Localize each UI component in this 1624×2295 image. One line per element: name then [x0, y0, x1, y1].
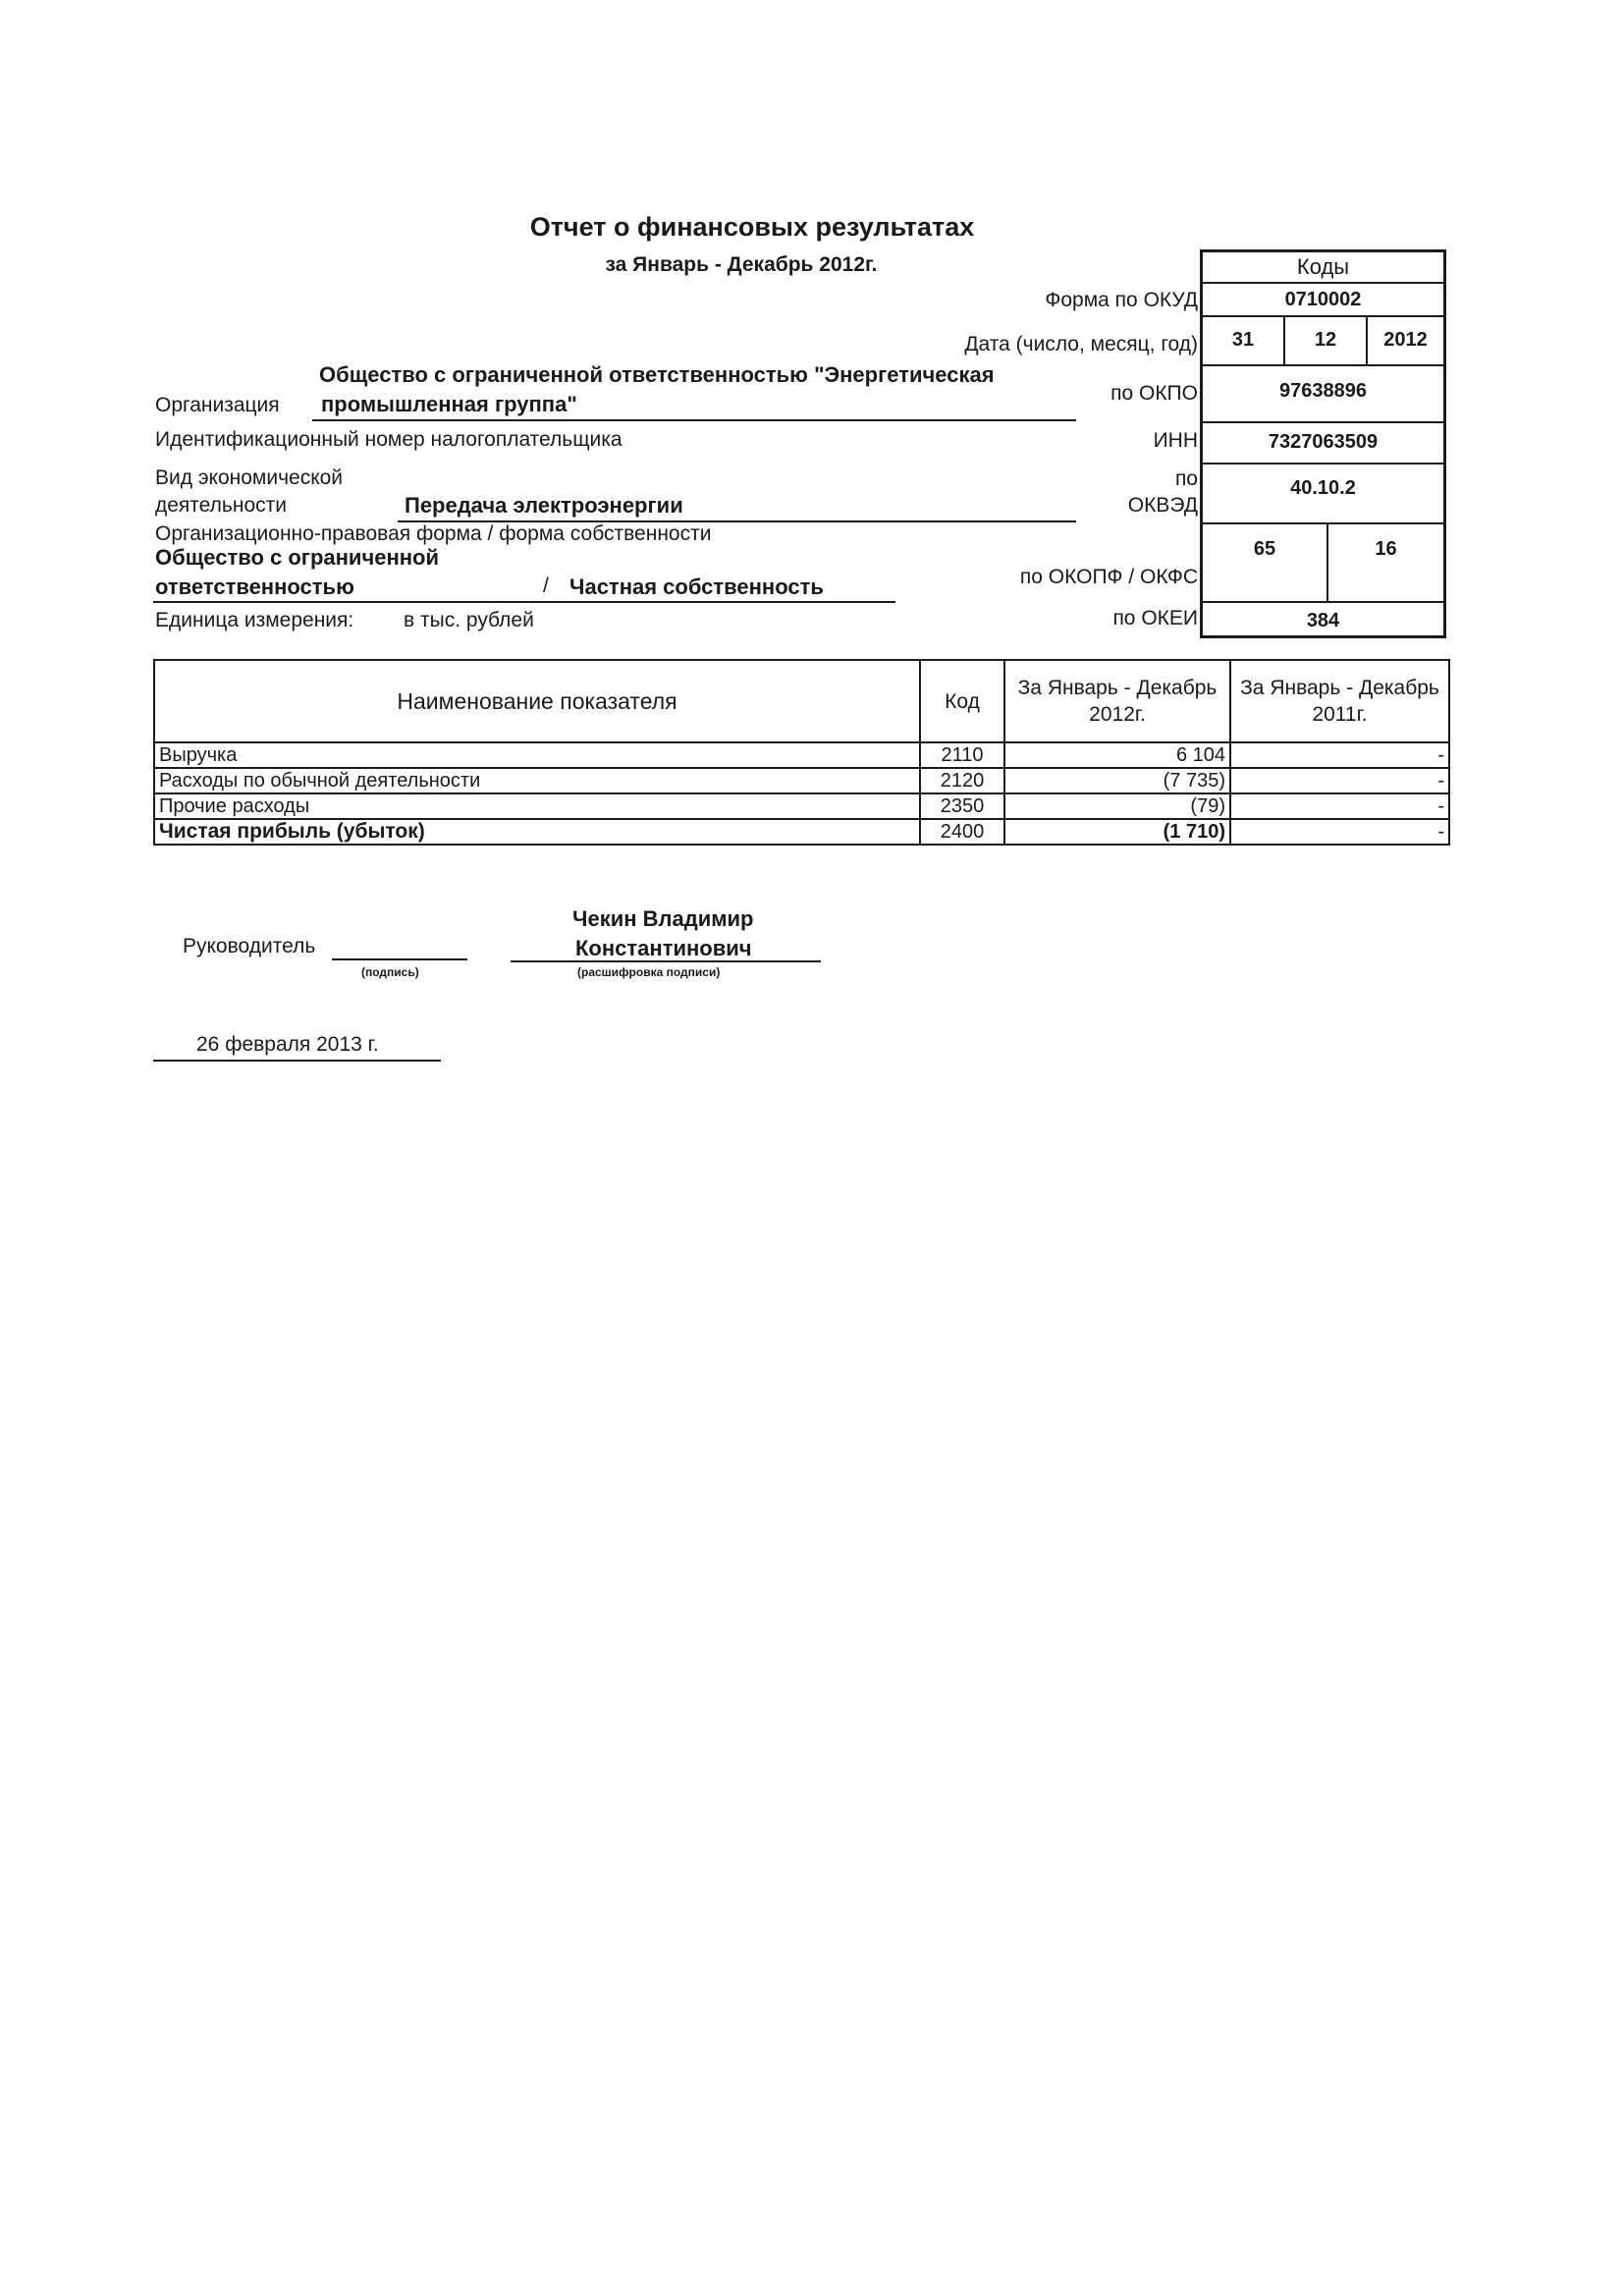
signer-name-caption: (расшифровка подписи) [577, 965, 721, 979]
activity-label-bottom: деятельности [155, 494, 287, 517]
date-label: Дата (число, месяц, год) [964, 333, 1198, 355]
row-current: (1 710) [1004, 819, 1230, 845]
ownership-type: Частная собственность [569, 574, 824, 599]
organization-underline [312, 419, 1076, 421]
report-date: 26 февраля 2013 г. [196, 1033, 379, 1056]
table-header-row [154, 660, 1449, 742]
row-code: 2120 [920, 768, 1004, 793]
row-name: Чистая прибыль (убыток) [154, 819, 920, 845]
unit-value: в тыс. рублей [404, 609, 534, 631]
header-previous-period [1230, 660, 1449, 742]
okopf-code: 65 [1253, 538, 1276, 560]
row-previous: - [1230, 793, 1449, 819]
row-name: Прочие расходы [154, 793, 920, 819]
signature-caption: (подпись) [361, 965, 419, 979]
ownership-form-line1: Общество с ограниченной [155, 545, 439, 570]
date-day: 31 [1231, 328, 1255, 351]
okfs-code: 16 [1375, 538, 1397, 560]
signer-name-underline [511, 960, 821, 962]
header-name: Наименование показателя [154, 660, 920, 742]
row-code: 2400 [920, 819, 1004, 845]
row-previous: - [1230, 742, 1449, 768]
row-name: Выручка [154, 742, 920, 768]
okved-label-bottom: ОКВЭД [1127, 494, 1198, 517]
activity-value: Передача электроэнергии [405, 493, 683, 518]
okpo-code: 97638896 [1279, 379, 1367, 402]
signer-name-line2: Константинович [575, 936, 752, 960]
ownership-underline [153, 601, 895, 603]
report-title: Отчет о финансовых результатах [529, 212, 975, 242]
report-period: за Январь - Декабрь 2012г. [605, 253, 878, 276]
header-previous-line2: 2011г. [1312, 703, 1368, 726]
signature-line [332, 958, 467, 960]
header-code: Код [920, 660, 1004, 742]
date-year: 2012 [1383, 328, 1428, 351]
table-row [154, 768, 1449, 793]
table-row [154, 793, 1449, 819]
header-current-line1: За Январь - Декабрь [1017, 677, 1218, 699]
taxpayer-label: Идентификационный номер налогоплательщика [155, 428, 623, 451]
row-previous: - [1230, 768, 1449, 793]
okud-code: 0710002 [1284, 288, 1362, 310]
okpo-label: по ОКПО [1110, 382, 1198, 405]
inn-code: 7327063509 [1268, 430, 1379, 453]
report-date-underline [153, 1060, 441, 1062]
row-current: (79) [1004, 793, 1230, 819]
signer-name-line1: Чекин Владимир [572, 906, 754, 931]
row-code: 2350 [920, 793, 1004, 819]
ownership-label: Организационно-правовая форма / форма собственности [155, 522, 712, 545]
row-name: Расходы по обычной деятельности [154, 768, 920, 793]
okei-label: по ОКЕИ [1112, 607, 1198, 629]
financial-results-table [153, 659, 1450, 846]
signature-role: Руководитель [183, 935, 316, 957]
ownership-form-line2: ответственностью [155, 574, 354, 599]
header-current-period [1004, 660, 1230, 742]
inn-label: ИНН [1153, 429, 1198, 452]
okved-label-top: по [1174, 467, 1198, 490]
header-previous-line1: За Январь - Декабрь [1240, 677, 1439, 699]
okopf-label: по ОКОПФ / ОКФС [1019, 566, 1198, 588]
row-current: 6 104 [1004, 742, 1230, 768]
row-previous: - [1230, 819, 1449, 845]
unit-label: Единица измерения: [155, 609, 354, 631]
organization-name-line1: Общество с ограниченной ответственностью "Энергетическая [319, 362, 995, 387]
table-row [154, 819, 1449, 845]
header-current-line2: 2012г. [1089, 703, 1146, 726]
ownership-separator: / [543, 574, 549, 597]
date-month: 12 [1314, 328, 1337, 351]
okud-label: Форма по ОКУД [1045, 289, 1198, 311]
codes-heading: Коды [1296, 254, 1350, 279]
okei-code: 384 [1306, 609, 1340, 631]
table-row [154, 742, 1449, 768]
okved-code: 40.10.2 [1290, 476, 1356, 499]
codes-box [1200, 249, 1446, 638]
organization-name-line2: промышленная группа" [321, 392, 577, 416]
row-code: 2110 [920, 742, 1004, 768]
organization-label: Организация [155, 394, 280, 416]
row-current: (7 735) [1004, 768, 1230, 793]
activity-label-top: Вид экономической [155, 466, 344, 489]
